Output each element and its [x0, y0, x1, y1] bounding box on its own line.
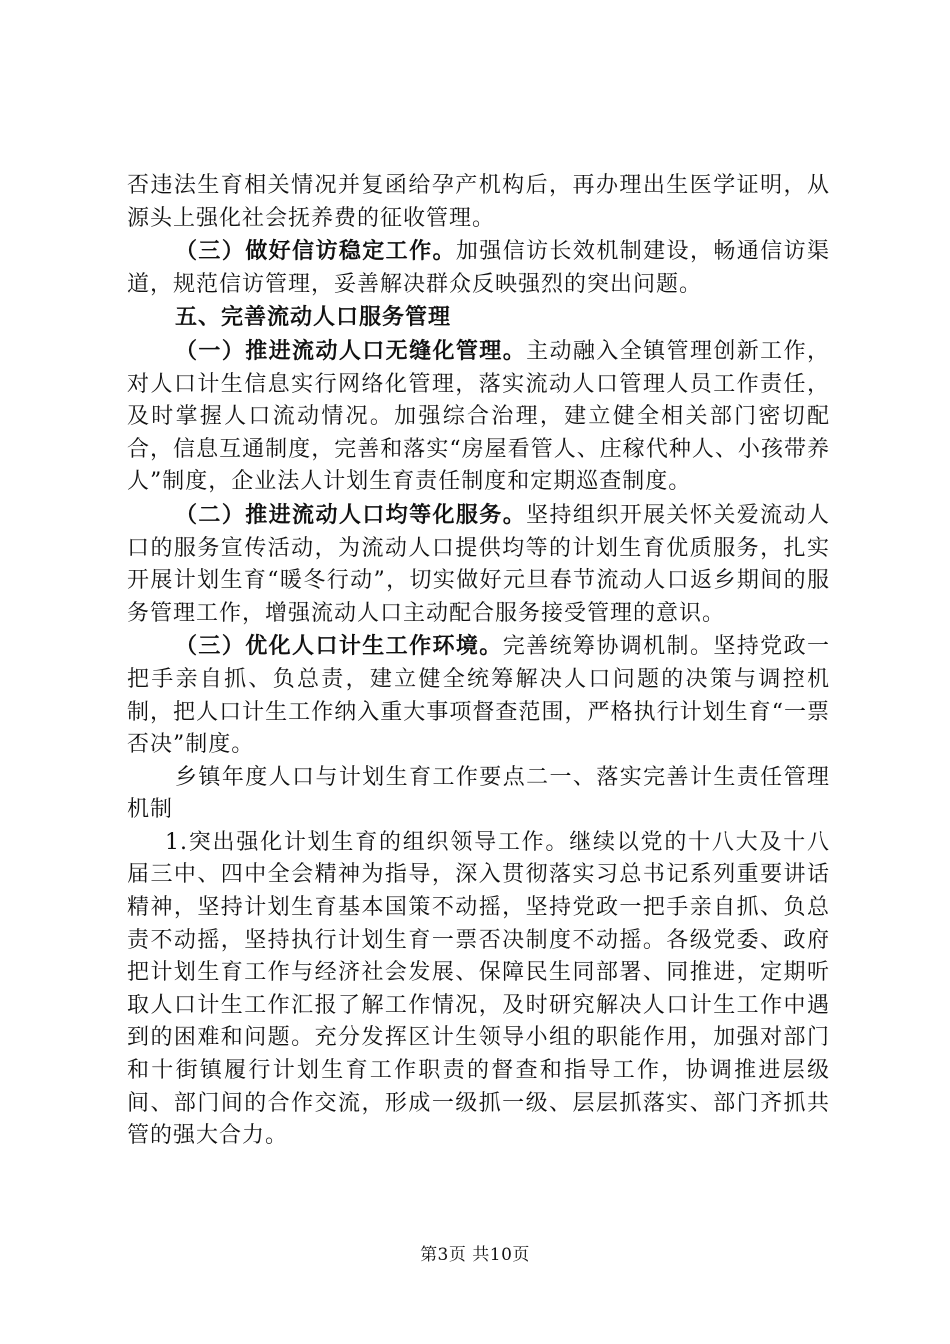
paragraph-text: 坚持组织开展关怀关爱流动人口的服务宣传活动，为流动人口提供均等的计划生育优质服务，扎实开展计划生育“暖冬行动”，切实做好元旦春节流动人口返乡期间的服务管理工作，增强流动人口主动配合服务接受管理的意识。 — [127, 502, 830, 626]
paragraph-heading: （三）优化人口计生工作环境。 — [175, 633, 503, 660]
paragraph-heading: （三）做好信访稳定工作。 — [175, 238, 456, 265]
page-number-footer: 第3页 共10页 — [420, 1245, 530, 1265]
paragraph-petition-work — [127, 235, 830, 301]
paragraph-annual-plan-title — [127, 762, 830, 827]
paragraph-text: 主动融入全镇管理创新工作，对人口计生信息实行网络化管理，落实流动人口管理人员工作责任，及时掌握人口流动情况。加强综合治理，建立健全相关部门密切配合，信息互通制度，完善和落实“房屋看管人、庄稼代种人、小孩带养人”制度，企业法人计划生育责任制度和定期巡查制度。 — [127, 338, 830, 495]
paragraph-seamless-management — [127, 335, 830, 499]
paragraph-text: 完善统筹协调机制。坚持党政一把手亲自抓、负总责，建立健全统筹解决人口问题的决策与调控机制，把人口计生工作纳入重大事项督查范围，严格执行计划生育“一票否决”制度。 — [127, 634, 830, 758]
paragraph-work-environment — [127, 630, 830, 761]
document-body — [127, 170, 830, 1153]
section-heading-floating-population — [127, 301, 830, 335]
paragraph-heading: （一）推进流动人口无缝化管理。 — [175, 337, 527, 364]
section-heading: 五、完善流动人口服务管理 — [175, 304, 452, 331]
paragraph-text: 否违法生育相关情况并复函给孕产机构后，再办理出生医学证明，从源头上强化社会抚养费的征收管理。 — [127, 173, 830, 231]
paragraph-equal-services — [127, 499, 830, 630]
paragraph-text: 加强信访长效机制建设，畅通信访渠道，规范信访管理，妥善解决群众反映强烈的突出问题。 — [127, 239, 830, 297]
paragraph-text: 1.突出强化计划生育的组织领导工作。继续以党的十八大及十八届三中、四中全会精神为指导，深入贯彻落实习总书记系列重要讲话精神，坚持计划生育基本国策不动摇，坚持党政一把手亲自抓、负总责不动摇，坚持执行计划生育一票否决制度不动摇。各级党委、政府把计划生育工作与经济社会发展、保障民生同部署、同推进，定期听取人口计生工作汇报了解工作情况，及时研究解决人口计生工作中遇到的困难和问题。充分发挥区计生领导小组的职能作用，加强对部门和十街镇履行计划生育工作职责的督查和指导工作，协调推进层级间、部门间的合作交流，形成一级抓一级、层层抓落实、部门齐抓共管的强大合力。 — [127, 829, 830, 1149]
paragraph-text: 乡镇年度人口与计划生育工作要点二一、落实完善计生责任管理机制 — [127, 764, 830, 823]
paragraph-organization-leadership — [127, 827, 830, 1153]
paragraph-heading: （二）推进流动人口均等化服务。 — [175, 501, 527, 528]
paragraph-birth-certificate — [127, 170, 830, 235]
